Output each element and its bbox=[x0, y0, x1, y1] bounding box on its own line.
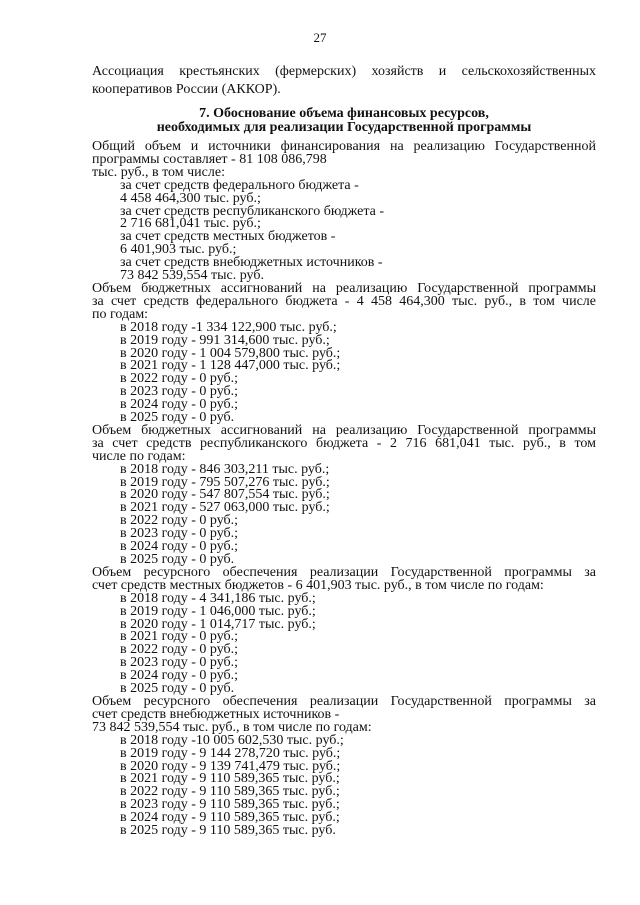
local-year-item: в 2022 году - 0 руб.; bbox=[120, 642, 239, 658]
general-line: 4 458 464,300 тыс. руб.; bbox=[120, 190, 261, 206]
republic-year-item: в 2023 году - 0 руб.; bbox=[120, 526, 239, 542]
extra-year-item: в 2024 году - 9 110 589,365 тыс. руб.; bbox=[120, 810, 340, 826]
federal-year-item: в 2020 году - 1 004 579,800 тыс. руб.; bbox=[120, 345, 341, 361]
republic-year-item: в 2025 году - 0 руб. bbox=[120, 552, 235, 567]
page-number: 27 bbox=[313, 30, 327, 45]
extra-line: Объем ресурсного обеспечения реализации Государственной программы за bbox=[92, 693, 596, 709]
republic-year-item: в 2021 году - 527 063,000 тыс. руб.; bbox=[120, 500, 330, 516]
heading-line-2: необходимых для реализации Государственной программы bbox=[156, 120, 532, 135]
general-line: за счет средств местных бюджетов - bbox=[120, 229, 336, 245]
extra-year-item: в 2019 году - 9 144 278,720 тыс. руб.; bbox=[120, 745, 341, 761]
extra-year-item: в 2022 году - 9 110 589,365 тыс. руб.; bbox=[120, 784, 340, 800]
extra-year-item: в 2018 году -10 005 602,530 тыс. руб.; bbox=[120, 732, 344, 748]
federal-year-item: в 2023 году - 0 руб.; bbox=[120, 384, 239, 400]
extra-year-item: в 2023 году - 9 110 589,365 тыс. руб.; bbox=[120, 797, 340, 813]
federal-line: Объем бюджетных ассигнований на реализацию Государственной программы bbox=[92, 280, 596, 296]
section-body bbox=[92, 141, 596, 838]
local-year-item: в 2024 году - 0 руб.; bbox=[120, 668, 239, 684]
federal-year-item: в 2018 году -1 334 122,900 тыс. руб.; bbox=[120, 319, 337, 335]
local-year-item: в 2023 году - 0 руб.; bbox=[120, 655, 239, 671]
general-line: 6 401,903 тыс. руб.; bbox=[120, 242, 237, 258]
republic-year-item: в 2020 году - 547 807,554 тыс. руб.; bbox=[120, 487, 330, 503]
general-line: за счет средств внебюджетных источников - bbox=[120, 255, 383, 271]
intro-line-1: Ассоциация крестьянских (фермерских) хозяйств и сельскохозяйственных bbox=[92, 64, 596, 79]
local-year-item: в 2021 году - 0 руб.; bbox=[120, 629, 239, 645]
extra-year-item: в 2020 году - 9 139 741,479 тыс. руб.; bbox=[120, 758, 341, 774]
general-line: тыс. руб., в том числе: bbox=[92, 164, 225, 180]
general-line: 2 716 681,041 тыс. руб.; bbox=[120, 216, 261, 232]
republic-line: Объем бюджетных ассигнований на реализацию Государственной программы bbox=[92, 422, 596, 438]
general-line: за счет средств республиканского бюджета - bbox=[120, 203, 385, 219]
heading-line-1: 7. Обоснование объема финансовых ресурсов, bbox=[199, 106, 489, 121]
intro-line-2: кооперативов России (АККОР). bbox=[92, 82, 281, 97]
federal-year-item: в 2019 году - 991 314,600 тыс. руб.; bbox=[120, 332, 330, 348]
republic-year-item: в 2024 году - 0 руб.; bbox=[120, 539, 239, 555]
republic-year-item: в 2022 году - 0 руб.; bbox=[120, 513, 239, 529]
federal-year-item: в 2025 году - 0 руб. bbox=[120, 410, 235, 426]
general-line: Общий объем и источники финансирования на реализацию Государственной bbox=[92, 139, 596, 154]
extra-line: счет средств внебюджетных источников - bbox=[92, 706, 340, 722]
local-line: Объем ресурсного обеспечения реализации Государственной программы за bbox=[92, 564, 596, 580]
extra-year-item: в 2025 году - 9 110 589,365 тыс. руб. bbox=[120, 823, 336, 839]
local-line: счет средств местных бюджетов - 6 401,903 тыс. руб., в том числе по годам: bbox=[92, 577, 544, 593]
general-line: за счет средств федерального бюджета - bbox=[120, 177, 359, 193]
local-year-item: в 2019 году - 1 046,000 тыс. руб.; bbox=[120, 603, 316, 619]
extra-year-item: в 2021 году - 9 110 589,365 тыс. руб.; bbox=[120, 771, 340, 787]
federal-line: по годам: bbox=[92, 306, 149, 322]
federal-year-item: в 2021 году - 1 128 447,000 тыс. руб.; bbox=[120, 358, 341, 374]
general-line: программы составляет - 81 108 086,798 bbox=[92, 151, 327, 167]
republic-line: числе по годам: bbox=[92, 448, 186, 464]
local-year-item: в 2025 году - 0 руб. bbox=[120, 681, 235, 697]
section-heading bbox=[92, 107, 596, 135]
federal-year-item: в 2022 году - 0 руб.; bbox=[120, 371, 239, 387]
republic-year-item: в 2018 году - 846 303,211 тыс. руб.; bbox=[120, 461, 330, 477]
local-year-item: в 2020 году - 1 014,717 тыс. руб.; bbox=[120, 616, 316, 632]
general-line: 73 842 539,554 тыс. руб. bbox=[120, 268, 264, 284]
intro-paragraph bbox=[92, 63, 596, 99]
republic-line: за счет средств республиканского бюджета - 2 716 681,041 тыс. руб., в том bbox=[92, 435, 596, 451]
extra-line: 73 842 539,554 тыс. руб., в том числе по годам: bbox=[92, 719, 372, 735]
federal-line: за счет средств федерального бюджета - 4 458 464,300 тыс. руб., в том числе bbox=[92, 293, 596, 309]
republic-year-item: в 2019 году - 795 507,276 тыс. руб.; bbox=[120, 474, 330, 490]
local-year-item: в 2018 году - 4 341,186 тыс. руб.; bbox=[120, 590, 316, 606]
federal-year-item: в 2024 году - 0 руб.; bbox=[120, 397, 239, 413]
